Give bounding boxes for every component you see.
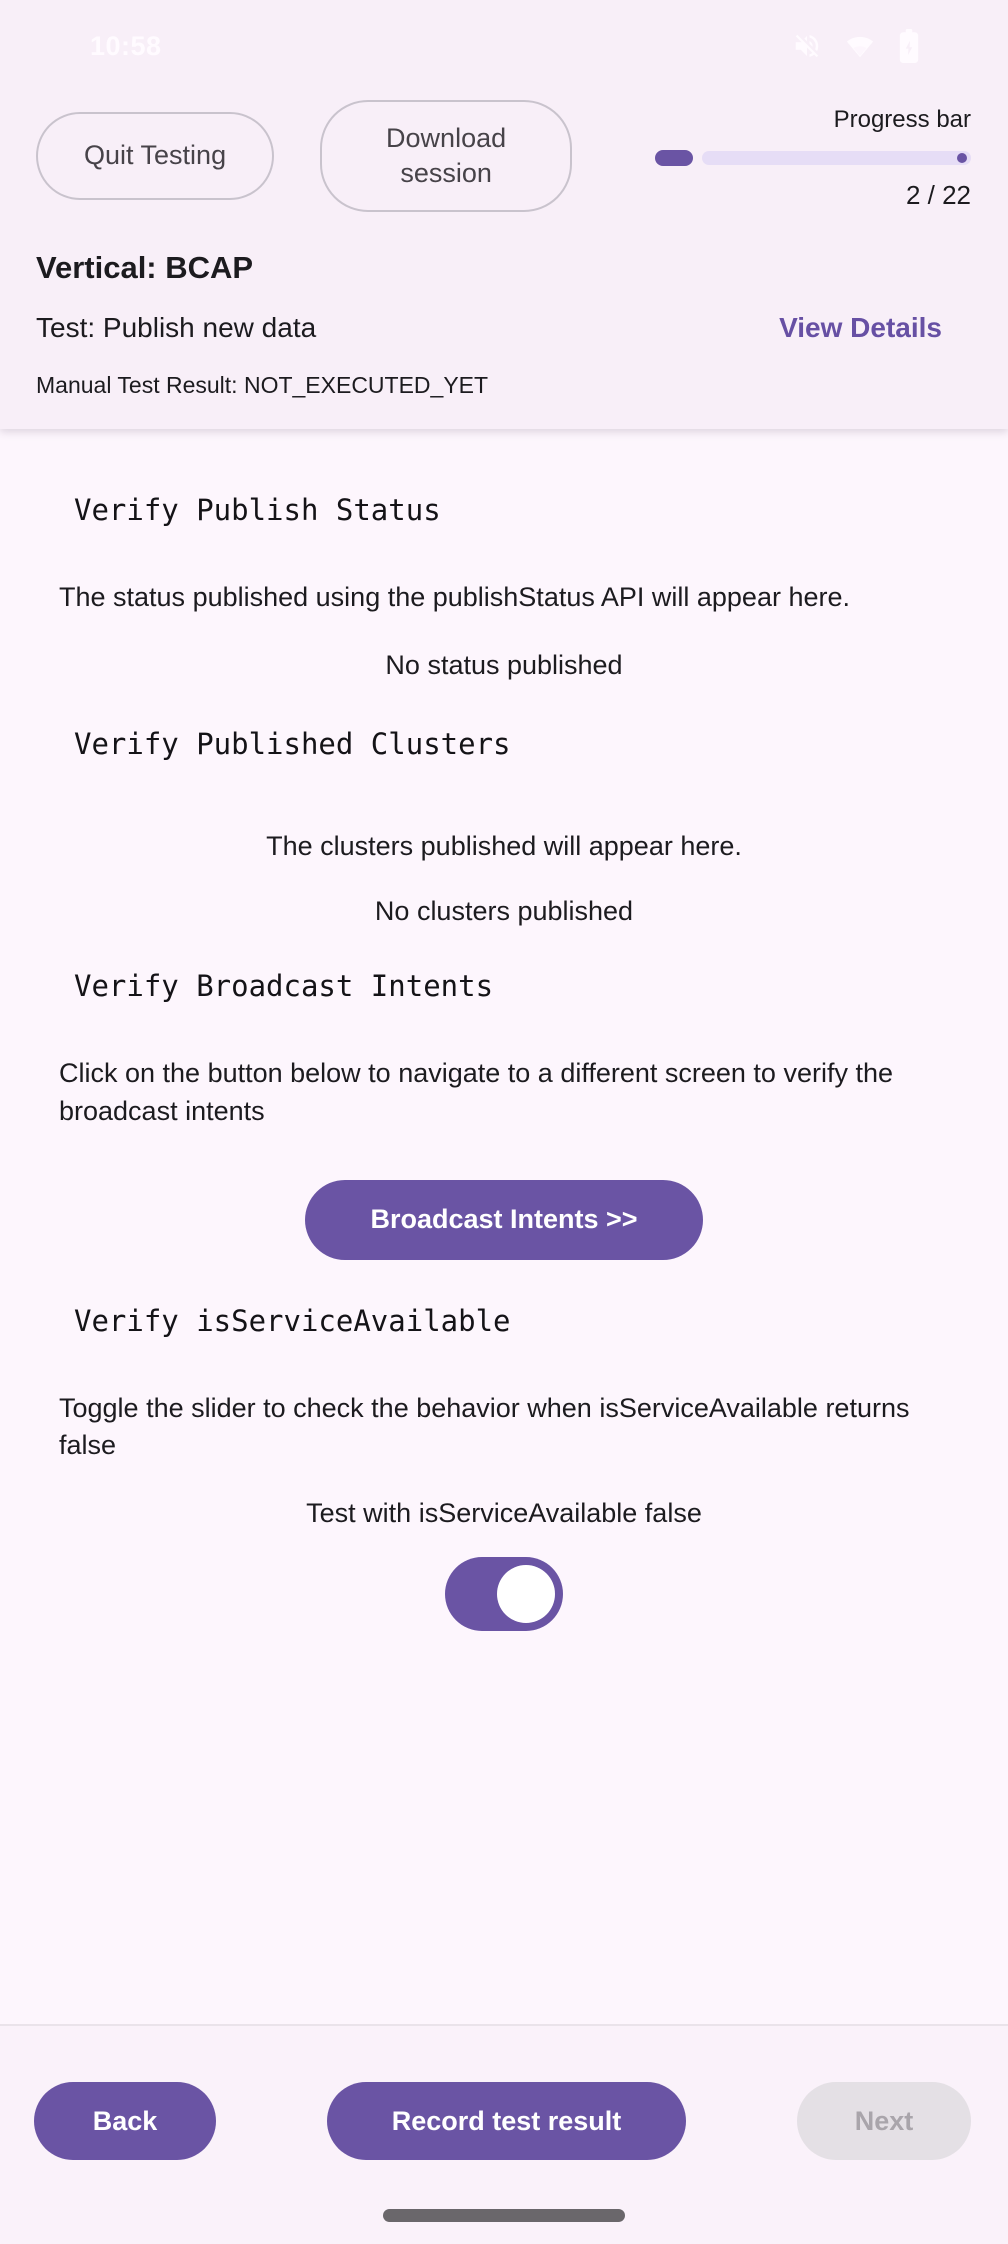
published-clusters-empty: No clusters published — [374, 896, 634, 927]
test-header — [0, 212, 1008, 399]
service-available-description: Toggle the slider to check the behavior when isServiceAvailable returns false — [59, 1392, 910, 1460]
toolbar — [0, 92, 1008, 212]
progress-bar — [655, 150, 971, 166]
progress-counter: 2 / 22 — [905, 180, 971, 210]
next-button[interactable]: Next — [797, 2082, 971, 2160]
publish-status-description: The status published using the publishStatus API will appear here. — [59, 582, 850, 612]
manual-test-result: Manual Test Result: NOT_EXECUTED_YET — [36, 372, 489, 398]
test-name: Test: Publish new data — [36, 312, 317, 343]
progress-bar-track — [702, 151, 971, 165]
progress-group — [655, 100, 971, 211]
home-indicator-handle[interactable] — [383, 2209, 625, 2222]
battery-charging-icon — [898, 29, 920, 63]
published-clusters-description: The clusters published will appear here. — [266, 831, 742, 862]
bottom-bar — [0, 2024, 1008, 2244]
toggle-thumb — [497, 1565, 555, 1623]
status-time: 10:58 — [90, 30, 162, 61]
service-available-toggle[interactable] — [445, 1557, 563, 1631]
service-available-toggle-label: Test with isServiceAvailable false — [306, 1498, 702, 1529]
broadcast-intents-button[interactable]: Broadcast Intents >> — [305, 1180, 703, 1260]
top-app-region — [0, 0, 1008, 429]
section-title-publish-status: Verify Publish Status — [74, 493, 441, 527]
download-session-button[interactable]: Download session — [320, 100, 572, 212]
status-bar — [0, 0, 1008, 92]
sound-off-icon — [792, 31, 822, 61]
progress-bar-stop-dot — [957, 153, 967, 163]
progress-bar-fill — [655, 150, 693, 166]
section-title-service-available: Verify isServiceAvailable — [74, 1303, 511, 1338]
record-test-result-button[interactable]: Record test result — [327, 2082, 686, 2160]
section-title-broadcast-intents: Verify Broadcast Intents — [74, 969, 494, 1004]
progress-bar-label: Progress bar — [833, 106, 971, 133]
publish-status-empty: No status published — [385, 650, 623, 681]
view-details-link[interactable]: View Details — [779, 312, 942, 343]
back-button[interactable]: Back — [34, 2082, 216, 2160]
quit-testing-button[interactable]: Quit Testing — [36, 112, 274, 200]
vertical-title: Vertical: BCAP — [36, 250, 254, 285]
section-title-published-clusters: Verify Published Clusters — [74, 727, 511, 762]
wifi-icon — [844, 31, 876, 61]
test-content — [0, 429, 1008, 1631]
broadcast-intents-description: Click on the button below to navigate to a different screen to verify the broadcast intents — [59, 1058, 893, 1126]
